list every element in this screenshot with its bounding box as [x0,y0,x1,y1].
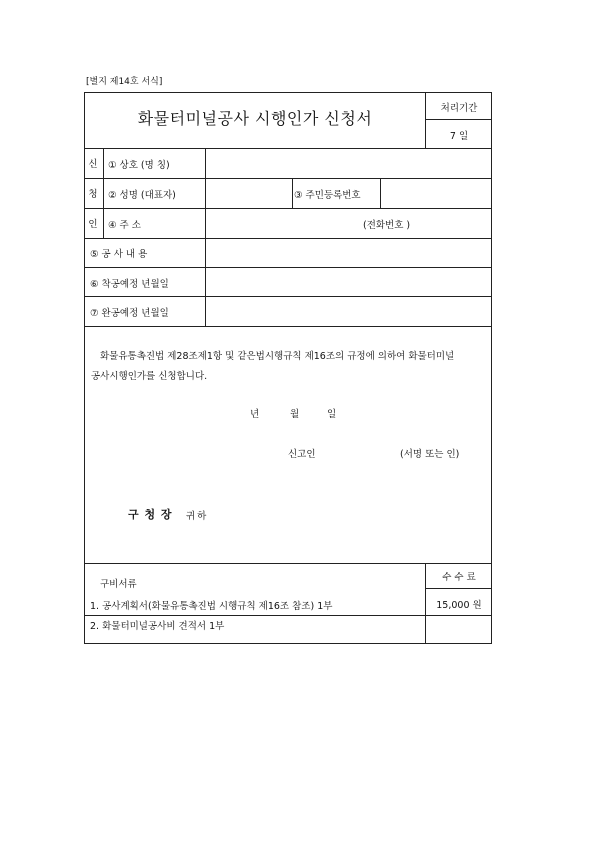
start-date-label: ⑥ 착공예정 년월일 [90,279,169,290]
work-content-label: ⑤ 공 사 내 용 [90,249,148,260]
recipient-suffix: 귀하 [186,511,209,522]
signature-label: (서명 또는 인) [400,449,460,460]
resident-number-label: ③ 주민등록번호 [294,190,361,201]
required-document-2: 2. 화물터미널공사비 견적서 1부 [90,621,225,632]
applicant-side-char-1: 신 [88,159,98,170]
form-title: 화물터미널공사 시행인가 신청서 [137,109,373,128]
applicant-label: 신고인 [288,449,316,460]
required-document-1: 1. 공사계획서(화물유통촉진법 시행규칙 제16조 참조) 1부 [90,601,333,612]
fee-value: 15,000 원 [436,600,482,611]
required-documents-header: 구비서류 [100,579,137,590]
date-year-label: 년 [250,409,260,420]
phone-number-label: (전화번호 ) [363,220,411,231]
address-label: ④ 주 소 [108,220,141,231]
representative-name-label: ② 성명 (대표자) [108,190,176,201]
form-number-label: [별지 제14호 서식] [86,77,163,87]
statement-line-1: 화물유통촉진법 제28조제1항 및 같은법시행규칙 제16조의 규정에 의하여 화물터미널 [100,351,455,362]
processing-period-label: 처리기간 [440,103,478,114]
processing-period-value: 7 일 [449,131,469,142]
fee-label: 수 수 료 [442,572,476,583]
applicant-side-char-2: 청 [88,189,98,200]
completion-date-label: ⑦ 완공예정 년월일 [90,308,169,319]
business-name-label: ① 상호 (명 칭) [108,160,170,171]
date-month-label: 월 [290,409,300,420]
statement-line-2: 공사시행인가를 신청합니다. [91,371,208,382]
date-day-label: 일 [327,409,337,420]
recipient-name: 구 청 장 [128,508,173,521]
applicant-side-char-3: 인 [88,219,98,230]
